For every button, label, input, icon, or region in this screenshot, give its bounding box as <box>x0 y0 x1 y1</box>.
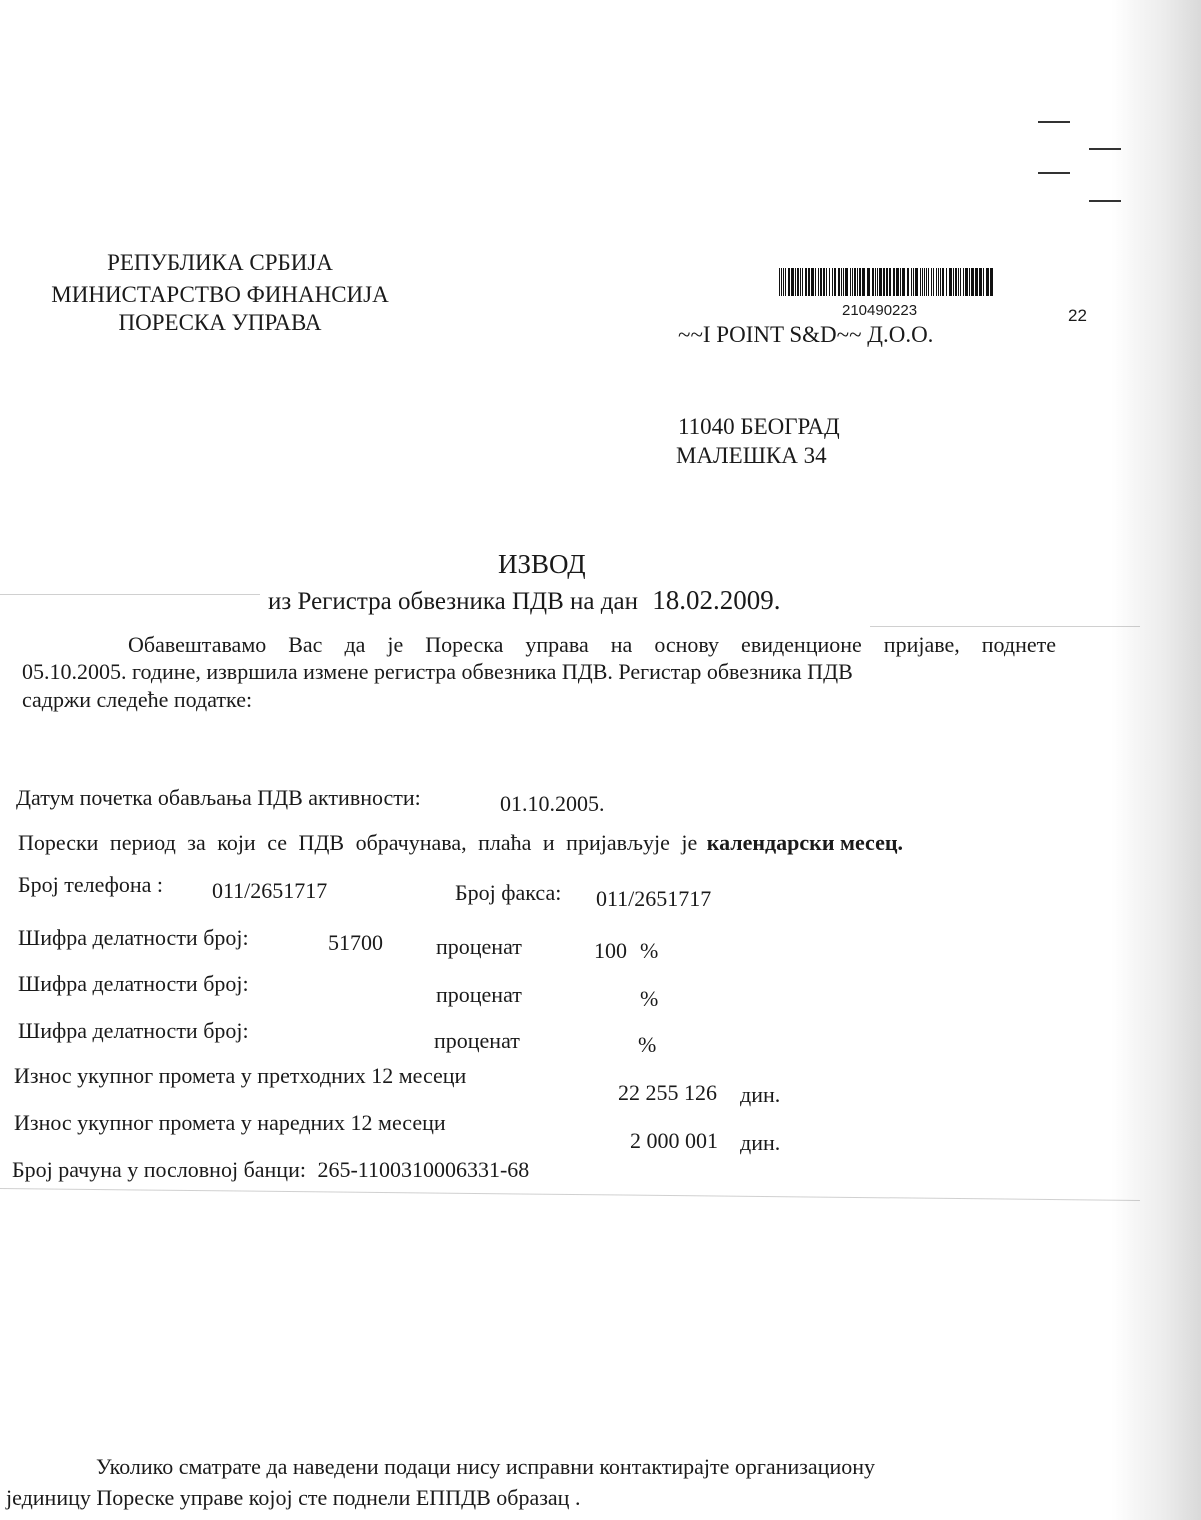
barcode <box>779 268 993 296</box>
turnover-prev-value: 22 255 126 <box>618 1080 717 1105</box>
intro-line-2: 05.10.2005. године, извршила измене регистра обвезника ПДВ. Регистар обвезника ПДВ <box>22 659 853 684</box>
header-tax-office: ПОРЕСКА УПРАВА <box>118 310 322 335</box>
turnover-prev-currency: дин. <box>740 1082 781 1107</box>
scan-line <box>0 1188 1140 1201</box>
barcode-number: 210490223 <box>842 302 918 319</box>
tax-period-row <box>18 830 903 856</box>
recipient-city: 11040 БЕОГРАД <box>678 414 840 439</box>
recipient-street: МАЛЕШКА 34 <box>676 443 827 468</box>
bank-account-label: Број рачуна у пословној банци: <box>12 1157 306 1182</box>
bank-account-row <box>12 1157 529 1183</box>
intro-line-3: садржи следеће податке: <box>22 687 253 712</box>
start-date-label: Датум почетка обављања ПДВ активности: <box>16 785 421 810</box>
activity-code-label-1: Шифра делатности број: <box>18 925 249 950</box>
tax-period-value: календарски месец. <box>706 830 904 855</box>
scan-mark <box>1089 200 1121 202</box>
turnover-next-value: 2 000 001 <box>630 1128 718 1153</box>
percent-sign-2: % <box>640 986 659 1011</box>
subtitle-text: из Регистра обвезника ПДВ на дан <box>268 588 638 615</box>
scan-mark <box>1038 121 1070 123</box>
page-number: 22 <box>1068 306 1087 325</box>
turnover-next-currency: дин. <box>740 1130 781 1155</box>
intro-line-1: Обавештавамо Вас да је Пореска управа на основу евиденционе пријаве, поднете <box>128 632 1056 657</box>
document-title: ИЗВОД <box>498 549 586 579</box>
footer-line-2: јединицу Пореске управе којој сте поднели ЕППДВ образац . <box>6 1485 581 1510</box>
scan-mark <box>1038 172 1070 174</box>
scan-shadow <box>1111 0 1201 1520</box>
scan-line <box>870 626 1140 627</box>
start-date-value: 01.10.2005. <box>500 791 605 816</box>
activity-code-value-1: 51700 <box>328 930 383 955</box>
activity-code-label-3: Шифра делатности број: <box>18 1018 249 1043</box>
fax-value: 011/2651717 <box>596 886 712 911</box>
header-republic: РЕПУБЛИКА СРБИЈА <box>107 250 333 275</box>
activity-code-label-2: Шифра делатности број: <box>18 971 249 996</box>
phone-value: 011/2651717 <box>212 878 328 903</box>
percent-label-1: проценат <box>436 934 522 959</box>
percent-sign-3: % <box>638 1032 657 1057</box>
subtitle-date: 18.02.2009. <box>652 585 781 615</box>
percent-value-1: 100 <box>594 938 627 963</box>
bank-account-value: 265-1100310006331-68 <box>317 1157 530 1182</box>
scan-line <box>0 594 260 595</box>
percent-label-3: проценат <box>434 1028 520 1053</box>
turnover-next-label: Износ укупног промета у наредних 12 месеци <box>14 1110 446 1135</box>
percent-label-2: проценат <box>436 982 522 1007</box>
header-ministry: МИНИСТАРСТВО ФИНАНСИЈА <box>51 282 389 307</box>
scan-mark <box>1089 148 1121 150</box>
recipient-name: ~~I POINT S&D~~ Д.О.О. <box>678 322 934 347</box>
percent-sign-1: % <box>640 938 659 963</box>
document-subtitle <box>268 585 780 616</box>
footer-line-1: Уколико сматрате да наведени подаци нису исправни контактирајте организациону <box>96 1454 875 1479</box>
phone-label: Број телефона : <box>18 872 164 897</box>
tax-period-label: Порески период за који се ПДВ обрачунава, плаћа и пријављује је <box>18 830 698 855</box>
fax-label: Број факса: <box>455 880 562 905</box>
turnover-prev-label: Износ укупног промета у претходних 12 месеци <box>14 1063 467 1088</box>
